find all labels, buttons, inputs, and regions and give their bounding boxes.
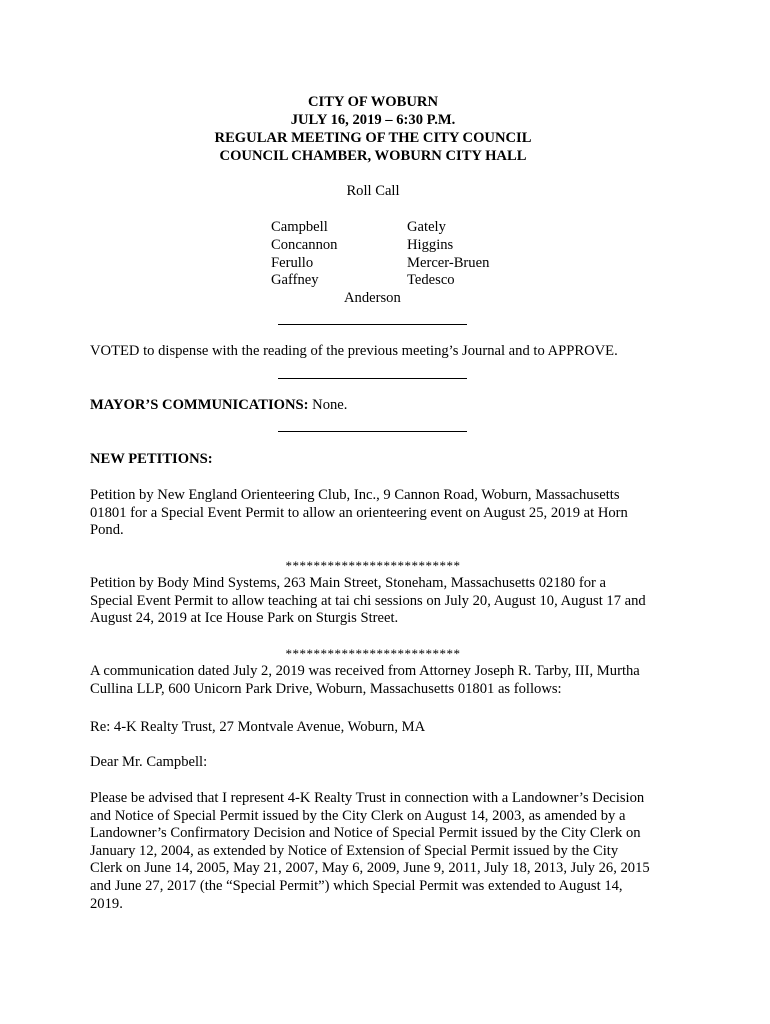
letter-body: Please be advised that I represent 4-K Realty Trust in connection with a Landowner’s Decision and Notice of Special Permit issued by the City Clerk on August 14, 2003, as amended by a Landowner’s Confirmatory Decision and Notice of Special Permit issued by the City Clerk on January 12, 2004, as extended by Notice of Extension of Special Permit issued by the City Clerk on June 14, 2005, May 21, 2007, May 6, 2009, June 9, 2011, July 18, 2013, July 26, 2015 and June 27, 2017 (the “Special Permit”) which Special Permit was extended to August 14, 2019. <box>90 790 650 912</box>
new-petitions-heading: NEW PETITIONS: <box>90 451 213 467</box>
separator-stars: ************************* <box>285 558 461 573</box>
divider-line <box>278 324 467 325</box>
header-meeting: REGULAR MEETING OF THE CITY COUNCIL <box>214 130 532 146</box>
roll-call-name: Gaffney <box>271 272 319 289</box>
roll-call-right-column <box>407 219 489 290</box>
divider-line <box>278 378 467 379</box>
mayors-communications-label: MAYOR’S COMMUNICATIONS: <box>90 397 309 413</box>
roll-call-left-column <box>271 219 337 290</box>
divider-line <box>278 431 467 432</box>
mayors-communications <box>90 397 660 415</box>
petition-paragraph: Petition by New England Orienteering Club, Inc., 9 Cannon Road, Woburn, Massachusetts 01801 for a Special Event Permit to allow an orienteering event on August 25, 2019 at Horn Pond. <box>90 487 628 539</box>
voted-paragraph: VOTED to dispense with the reading of the previous meeting’s Journal and to APPROVE. <box>90 343 618 359</box>
header-city: CITY OF WOBURN <box>307 94 438 110</box>
document-header <box>0 93 746 165</box>
header-date: JULY 16, 2019 – 6:30 P.M. <box>290 112 456 128</box>
roll-call-name: Tedesco <box>407 272 455 289</box>
header-location: COUNCIL CHAMBER, WOBURN CITY HALL <box>219 148 527 164</box>
petition-paragraph: Petition by Body Mind Systems, 263 Main Street, Stoneham, Massachusetts 02180 for a Special Event Permit to allow teaching at tai chi sessions on July 20, August 10, August 17 and August 24, 2019 at Ice House Park on Sturgis Street. <box>90 575 646 627</box>
roll-call-name: Concannon <box>271 236 338 253</box>
roll-call-name: Ferullo <box>271 254 314 271</box>
salutation: Dear Mr. Campbell: <box>90 754 208 770</box>
re-line: Re: 4-K Realty Trust, 27 Montvale Avenue, Woburn, MA <box>90 719 426 735</box>
mayors-communications-value: None. <box>312 397 348 413</box>
separator-stars: ************************* <box>285 646 461 661</box>
communication-paragraph: A communication dated July 2, 2019 was received from Attorney Joseph R. Tarby, III, Murtha Cullina LLP, 600 Unicorn Park Drive, Woburn, Massachusetts 01801 as follows: <box>90 663 640 697</box>
roll-call-name: Higgins <box>407 236 454 253</box>
roll-call-center-name: Anderson <box>344 290 401 306</box>
roll-call-name: Gately <box>407 219 446 235</box>
roll-call-title: Roll Call <box>346 183 400 199</box>
roll-call-name: Campbell <box>271 219 328 235</box>
roll-call-name: Mercer-Bruen <box>407 254 490 271</box>
